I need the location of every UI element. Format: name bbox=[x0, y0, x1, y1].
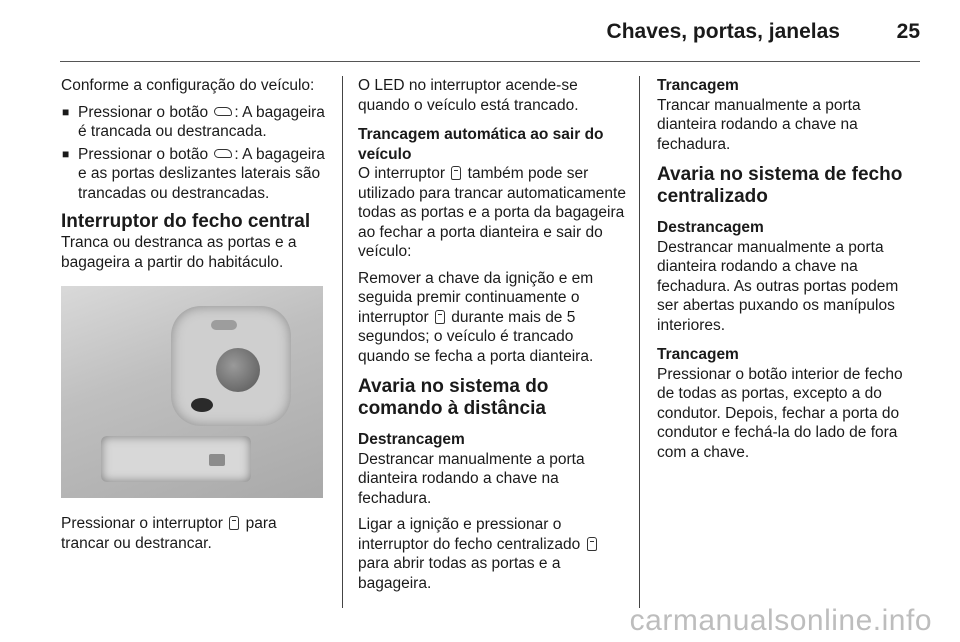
lock-switch-icon bbox=[451, 166, 461, 180]
interior-switch-photo bbox=[61, 286, 323, 498]
column-2 bbox=[358, 76, 628, 600]
column-divider-1 bbox=[342, 76, 343, 608]
list-item bbox=[61, 103, 329, 142]
lock-switch-icon bbox=[435, 310, 445, 324]
led-text: O LED no interruptor acende-se quando o veículo está trancado. bbox=[358, 77, 579, 114]
unlock-heading: Destrancagem bbox=[358, 431, 465, 448]
header-divider bbox=[60, 61, 920, 62]
caption-text-after: para trancar ou destrancar. bbox=[61, 515, 277, 552]
bullet-text-before: Pressionar o botão bbox=[78, 145, 209, 163]
lock-text: Trancar manualmente a porta dianteira rodando a chave na fechadura. bbox=[657, 96, 861, 153]
bullet-icon: ■ bbox=[62, 104, 70, 119]
section-text: Tranca ou destranca as portas e a bagageira a partir do habitáculo. bbox=[61, 234, 297, 271]
page-number: 25 bbox=[896, 20, 920, 43]
auto-p1-before: O interruptor bbox=[358, 165, 446, 182]
central-fault-heading: Avaria no sistema de fecho centralizado bbox=[657, 164, 903, 207]
page-title: Chaves, portas, janelas bbox=[606, 20, 840, 43]
remote-fault-heading: Avaria no sistema do comando à distância bbox=[358, 376, 549, 419]
unlock-text: Destrancar manualmente a porta dianteira rodando a chave na fechadura. bbox=[358, 450, 585, 507]
ignition-text bbox=[358, 515, 628, 593]
auto-lock-para-1 bbox=[358, 164, 628, 262]
interior-lamp bbox=[101, 436, 251, 482]
bullet-text-before: Pressionar o botão bbox=[78, 103, 209, 121]
lamp-button bbox=[209, 454, 225, 466]
photo-caption bbox=[61, 514, 329, 553]
auto-lock-heading: Trancagem automática ao sair do veículo bbox=[358, 126, 604, 163]
console-knob bbox=[216, 348, 260, 392]
auto-p2-after: durante mais de 5 segundos; o veículo é trancado quando se fecha a porta dianteira. bbox=[358, 308, 594, 365]
auto-p1-after: também pode ser utilizado para trancar automaticamente todas as portas e a porta da bagageira ao fechar a porta dianteira e sair do veículo: bbox=[358, 165, 626, 260]
key-icon bbox=[214, 149, 232, 158]
list-item bbox=[61, 145, 329, 204]
column-3 bbox=[657, 76, 919, 469]
auto-lock-para-2 bbox=[358, 269, 628, 367]
ign-before: Ligar a ignição e pressionar o interruptor do fecho centralizado bbox=[358, 516, 581, 553]
lock-heading: Trancagem bbox=[657, 77, 739, 94]
lock-switch-icon bbox=[229, 516, 239, 530]
bullet-text-after: : A bagageira é trancada ou destrancada. bbox=[78, 103, 325, 140]
lock-text-2: Pressionar o botão interior de fecho de todas as portas, excepto a do condutor. Depois, fechar a porta do condutor e fechá-la do lado de fora com a chave. bbox=[657, 365, 903, 461]
intro-text: Conforme a configuração do veículo: bbox=[61, 77, 315, 94]
watermark: carmanualsonline.info bbox=[629, 604, 932, 637]
page-header bbox=[0, 0, 960, 64]
bullet-text-after: : A bagageira e as portas deslizantes laterais são trancadas ou destrancadas. bbox=[78, 145, 325, 202]
unlock-text-2: Destrancar manualmente a porta dianteira rodando a chave na fechadura. As outras portas podem ser abertas puxando os manípulos interiores. bbox=[657, 238, 899, 334]
bullet-icon: ■ bbox=[62, 146, 70, 161]
column-divider-2 bbox=[639, 76, 640, 608]
ign-after: para abrir todas as portas e a bagageira. bbox=[358, 555, 561, 592]
section-heading: Interruptor do fecho central bbox=[61, 211, 311, 232]
auto-p2-before: Remover a chave da ignição e em seguida premir continuamente o interruptor bbox=[358, 269, 594, 326]
key-icon bbox=[214, 107, 232, 116]
lock-heading-2: Trancagem bbox=[657, 346, 739, 363]
central-lock-switch bbox=[191, 398, 213, 412]
unlock-heading-2: Destrancagem bbox=[657, 219, 764, 236]
console-slot bbox=[211, 320, 237, 330]
lock-switch-icon bbox=[587, 537, 597, 551]
caption-text-before: Pressionar o interruptor bbox=[61, 515, 223, 532]
column-1 bbox=[61, 76, 329, 560]
